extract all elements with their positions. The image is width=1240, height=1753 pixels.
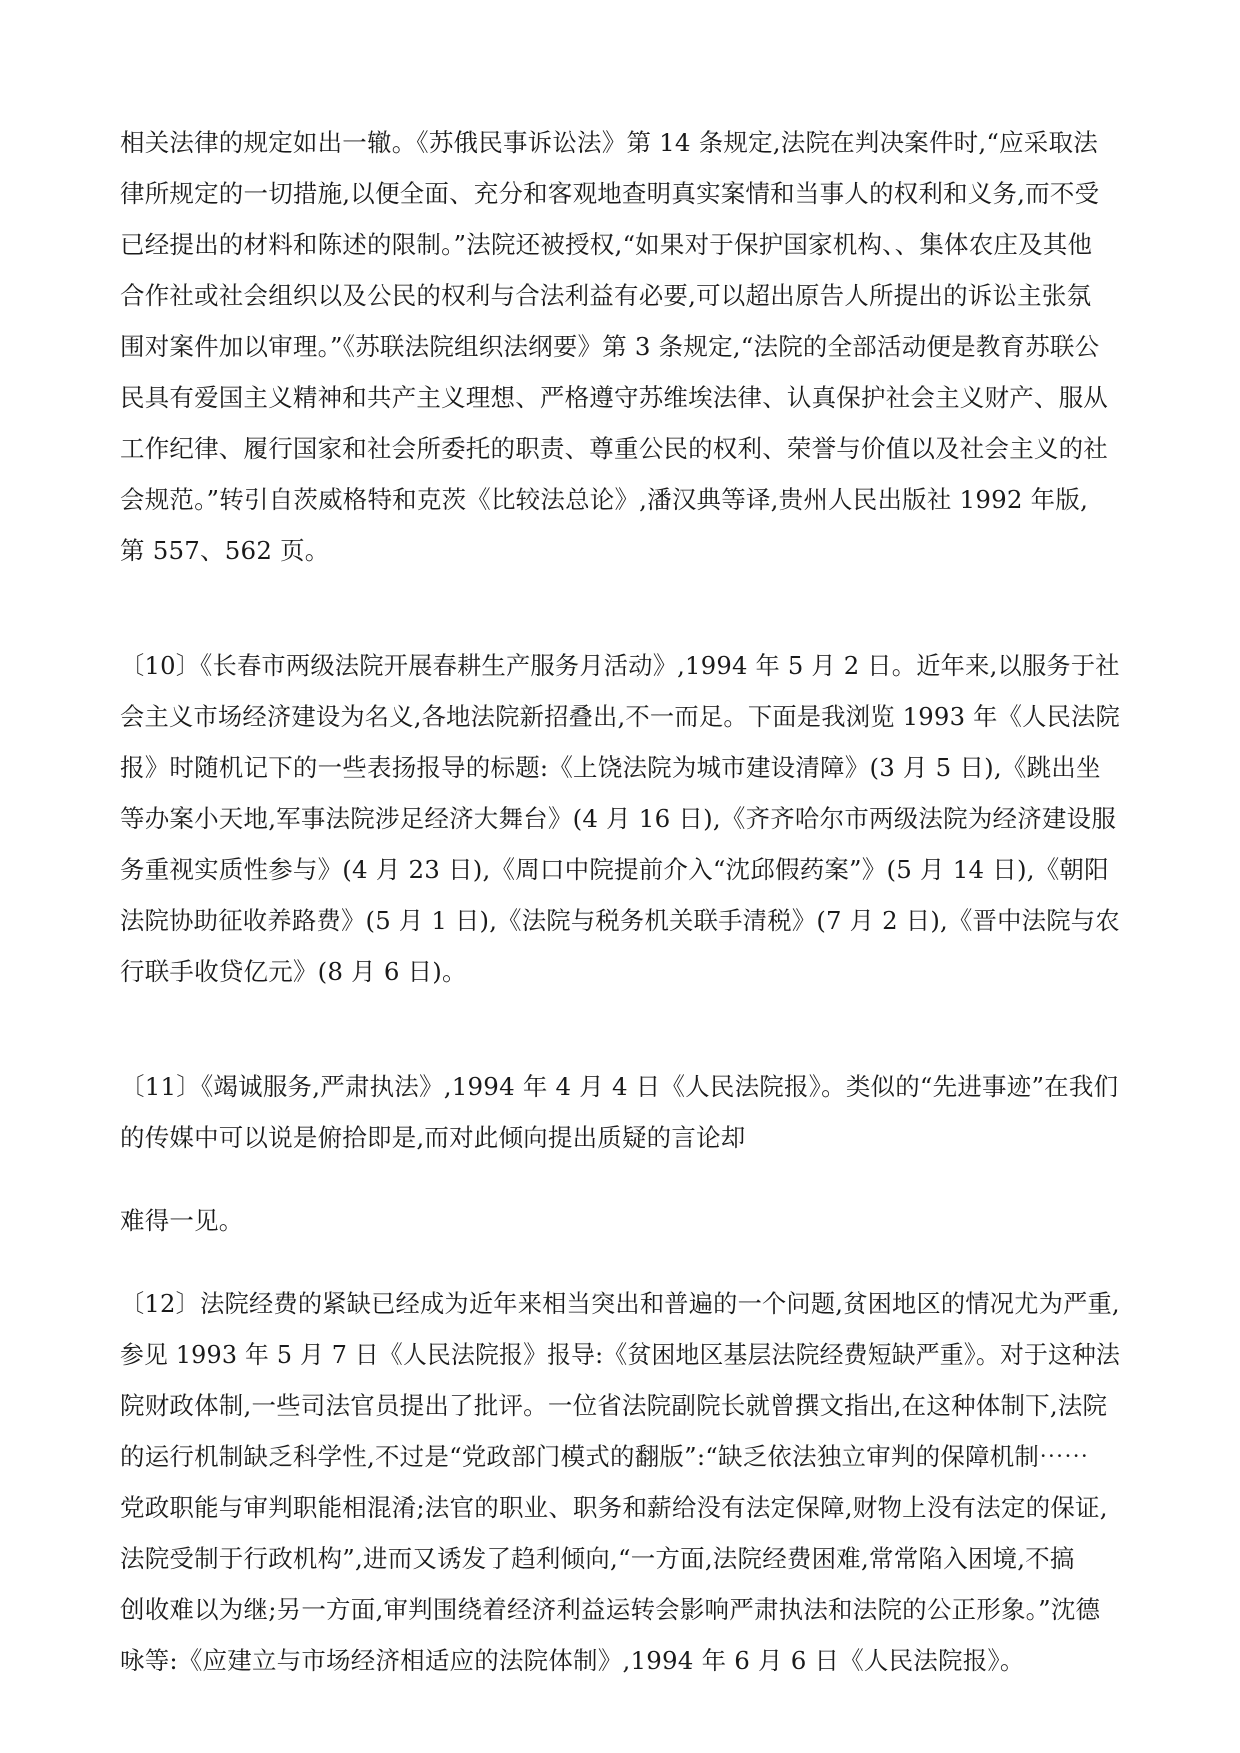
text-line: 参见 1993 年 5 月 7 日《人民法院报》报导:《贫困地区基层法院经费短缺严重》。对于这种法 [120, 1340, 1121, 1369]
text-line: 等办案小天地,军事法院涉足经济大舞台》(4 月 16 日),《齐齐哈尔市两级法院为经济建设服 [120, 804, 1117, 833]
text-line: 第 557、562 页。 [120, 536, 330, 565]
text-line: 务重视实质性参与》(4 月 23 日),《周口中院提前介入“沈邱假药案”》(5 月 14 日),《朝阳 [120, 855, 1109, 884]
text-line: 报》时随机记下的一些表扬报导的标题:《上饶法院为城市建设清障》(3 月 5 日),《跳出坐 [120, 753, 1101, 782]
text-line: 〔11〕《竭诚服务,严肃执法》,1994 年 4 月 4 日《人民法院报》。类似的“先进事迹”在我们 [120, 1072, 1119, 1101]
text-line: 律所规定的一切措施,以便全面、充分和客观地查明真实案情和当事人的权利和义务,而不受 [120, 179, 1100, 208]
text-line: 院财政体制,一些司法官员提出了批评。一位省法院副院长就曾撰文指出,在这种体制下,法院 [120, 1391, 1108, 1420]
text-line: 行联手收贷亿元》(8 月 6 日)。 [120, 957, 467, 986]
text-line: 的运行机制缺乏科学性,不过是“党政部门模式的翻版”:“缺乏依法独立审判的保障机制⋯⋯ [120, 1442, 1089, 1471]
text-line: 合作社或社会组织以及公民的权利与合法利益有必要,可以超出原告人所提出的诉讼主张氛 [120, 281, 1092, 310]
text-line: 党政职能与审判职能相混淆;法官的职业、职务和薪给没有法定保障,财物上没有法定的保证, [120, 1493, 1108, 1522]
text-line: 法院协助征收养路费》(5 月 1 日),《法院与税务机关联手清税》(7 月 2 日),《晋中法院与农 [120, 906, 1120, 935]
text-line: 围对案件加以审理。”《苏联法院组织法纲要》第 3 条规定,“法院的全部活动便是教育苏联公 [120, 332, 1100, 361]
text-line: 难得一见。 [120, 1206, 244, 1235]
text-line: 会规范。”转引自茨威格特和克茨《比较法总论》,潘汉典等译,贵州人民出版社 1992 年版, [120, 485, 1089, 514]
text-line: 会主义市场经济建设为名义,各地法院新招叠出,不一而足。下面是我浏览 1993 年《人民法院 [120, 702, 1121, 731]
text-line: 的传媒中可以说是俯拾即是,而对此倾向提出质疑的言论却 [120, 1123, 746, 1152]
text-line: 咏等:《应建立与市场经济相适应的法院体制》,1994 年 6 月 6 日《人民法院报》。 [120, 1646, 1025, 1675]
text-line: 工作纪律、履行国家和社会所委托的职责、尊重公民的权利、荣誉与价值以及社会主义的社 [120, 434, 1108, 463]
text-line: 〔10〕《长春市两级法院开展春耕生产服务月活动》,1994 年 5 月 2 日。近年来,以服务于社 [120, 651, 1120, 680]
text-line: 相关法律的规定如出一辙。《苏俄民事诉讼法》第 14 条规定,法院在判决案件时,“应采取法 [120, 128, 1098, 157]
text-line: 已经提出的材料和陈述的限制。”法院还被授权,“如果对于保护国家机构、、集体农庄及其他 [120, 230, 1093, 259]
text-line: 〔12〕法院经费的紧缺已经成为近年来相当突出和普遍的一个问题,贫困地区的情况尤为严重, [120, 1289, 1120, 1318]
text-line: 民具有爱国主义精神和共产主义理想、严格遵守苏维埃法律、认真保护社会主义财产、服从 [120, 383, 1108, 412]
text-line: 创收难以为继;另一方面,审判围绕着经济利益运转会影响严肃执法和法院的公正形象。”沈德 [120, 1595, 1101, 1624]
text-line: 法院受制于行政机构”,进而又诱发了趋利倾向,“一方面,法院经费困难,常常陷入困境,不搞 [120, 1544, 1075, 1573]
